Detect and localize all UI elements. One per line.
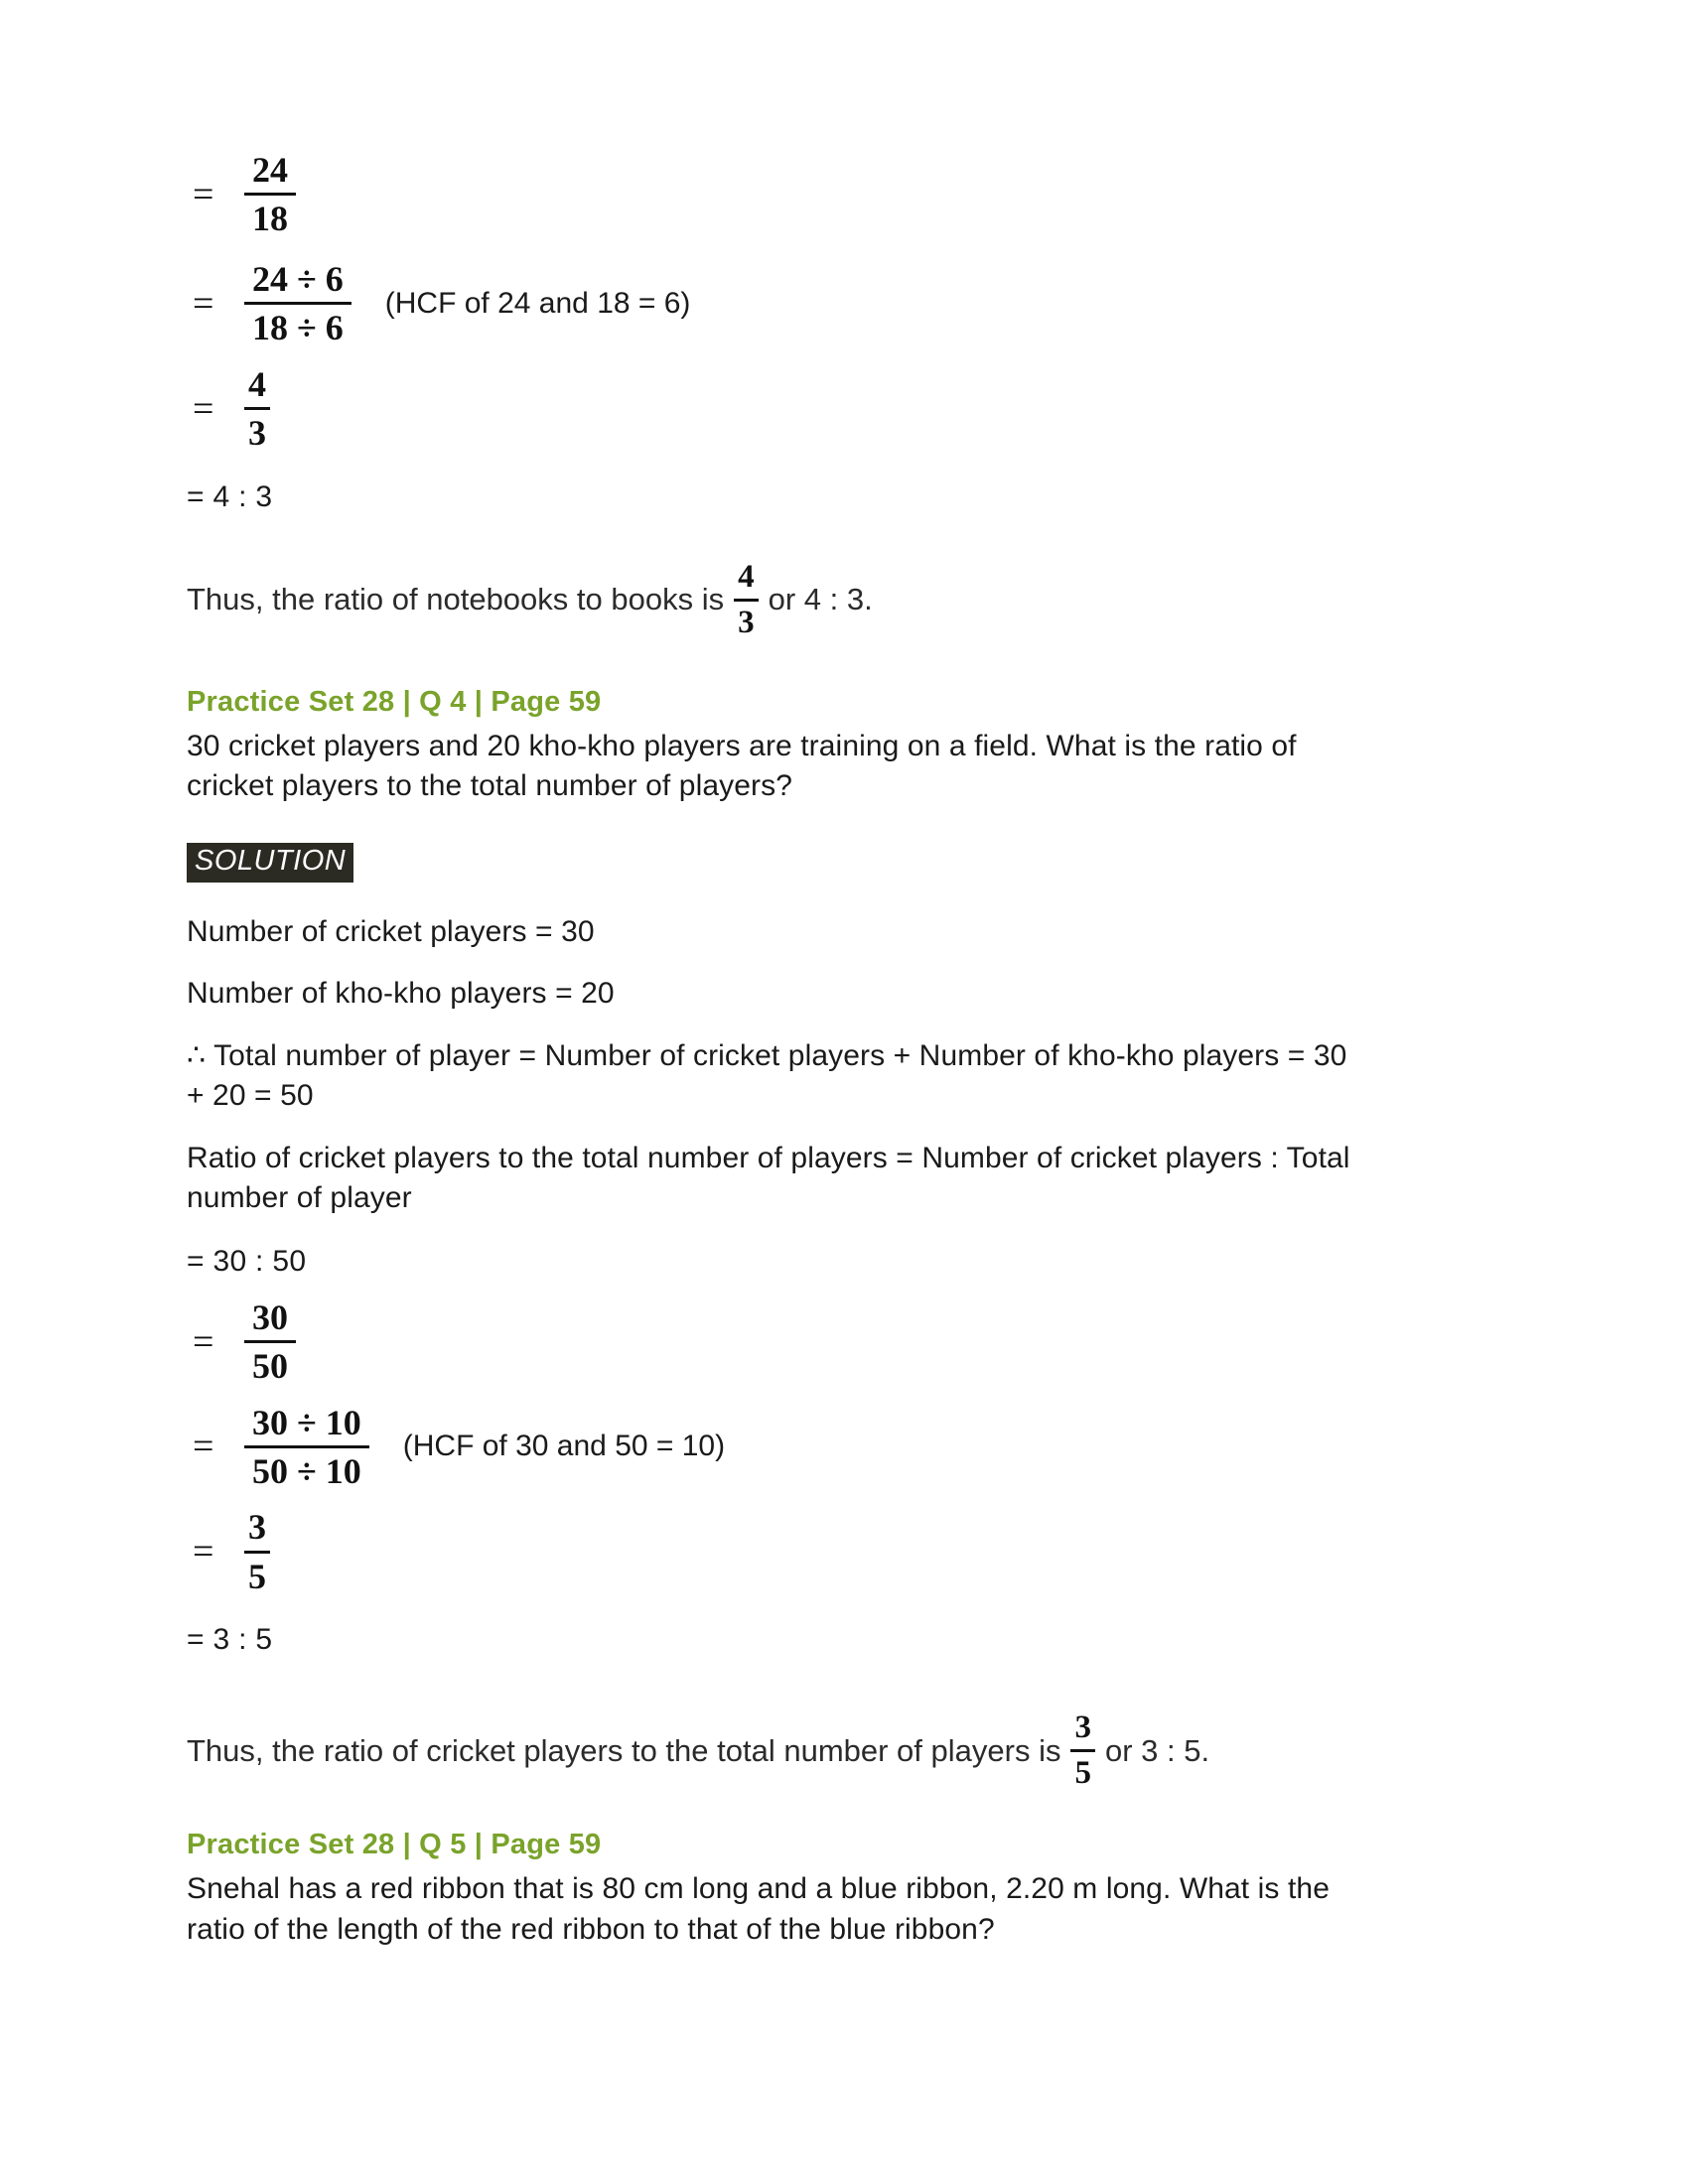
fraction-numerator: 4 <box>248 363 266 404</box>
conclusion-text-after: or 4 : 3. <box>768 582 873 617</box>
equals-sign: = <box>193 1426 214 1468</box>
equation-ratio-3-5: = 3 : 5 <box>187 1623 273 1657</box>
equals-sign: = <box>193 387 214 430</box>
hcf-note: (HCF of 30 and 50 = 10) <box>402 1430 726 1463</box>
equation-step-3-over-5 <box>187 1506 1477 1597</box>
fraction-30div10-50div10 <box>244 1402 369 1493</box>
fraction-numerator: 3 <box>1074 1709 1091 1746</box>
hcf-note: (HCF of 24 and 18 = 6) <box>384 286 691 320</box>
fraction-3-5 <box>244 1506 270 1597</box>
fraction-24-18 <box>244 149 296 240</box>
conclusion-notebooks-ratio <box>187 558 1477 642</box>
question-heading-q4: Practice Set 28 | Q 4 | Page 59 <box>187 685 602 718</box>
fraction-numerator: 24 ÷ 6 <box>252 258 344 299</box>
fraction-denominator: 3 <box>734 599 759 642</box>
fraction-24div6-18div6 <box>244 258 352 349</box>
question-text-q4: 30 cricket players and 20 kho-kho players are training on a field. What is the ratio of cricket players to the total number of players? <box>187 729 1297 803</box>
solution-line-cricket-count: Number of cricket players = 30 <box>187 914 595 948</box>
equals-sign: = <box>193 282 214 325</box>
conclusion-cricket-ratio <box>187 1708 1477 1793</box>
equation-ratio-4-3: = 4 : 3 <box>187 479 273 513</box>
equation-step-4-over-3 <box>187 363 1477 455</box>
solution-line-ratio-definition: Ratio of cricket players to the total number of players = Number of cricket players : Total number of player <box>187 1141 1350 1215</box>
equals-sign: = <box>193 1320 214 1363</box>
equation-ratio-30-50: = 30 : 50 <box>187 1244 307 1278</box>
fraction-numerator: 30 ÷ 10 <box>252 1402 361 1442</box>
conclusion-text-after: or 3 : 5. <box>1104 1732 1210 1768</box>
solution-badge: SOLUTION <box>187 843 353 883</box>
fraction-denominator: 18 <box>244 193 296 239</box>
equation-step-24-over-18 <box>187 149 1477 240</box>
conclusion-text-before: Thus, the ratio of notebooks to books is <box>187 582 725 617</box>
fraction-numerator: 24 <box>252 150 288 190</box>
solution-badge-wrapper <box>187 843 1477 883</box>
fraction-3-5-inline <box>1070 1708 1095 1793</box>
fraction-numerator: 30 <box>252 1297 288 1337</box>
equation-step-30-over-50 <box>187 1297 1477 1388</box>
fraction-4-3-inline <box>734 558 759 642</box>
question-heading-q5: Practice Set 28 | Q 5 | Page 59 <box>187 1829 602 1861</box>
fraction-4-3 <box>244 363 270 455</box>
fraction-denominator: 3 <box>244 407 270 454</box>
equation-step-30div10-over-50div10 <box>187 1402 1477 1493</box>
fraction-denominator: 5 <box>1070 1749 1095 1793</box>
solution-line-total-players: ∴ Total number of player = Number of cricket players + Number of kho-kho players = 30 + 20 = 50 <box>187 1038 1347 1113</box>
fraction-numerator: 3 <box>248 1507 266 1548</box>
question-text-q5: Snehal has a red ribbon that is 80 cm long and a blue ribbon, 2.20 m long. What is the ratio of the length of the red ribbon to that of the blue ribbon? <box>187 1872 1330 1946</box>
fraction-denominator: 5 <box>244 1551 270 1597</box>
solution-line-khokho-count: Number of kho-kho players = 20 <box>187 977 615 1011</box>
equals-sign: = <box>193 1531 214 1573</box>
fraction-30-50 <box>244 1297 296 1388</box>
equals-sign: = <box>193 173 214 215</box>
fraction-denominator: 50 <box>244 1340 296 1387</box>
equation-step-24div6-over-18div6 <box>187 258 1477 349</box>
fraction-numerator: 4 <box>738 558 755 595</box>
fraction-denominator: 18 ÷ 6 <box>244 302 352 348</box>
conclusion-text-before: Thus, the ratio of cricket players to the total number of players is <box>187 1732 1061 1768</box>
document-content <box>187 149 1477 1950</box>
fraction-denominator: 50 ÷ 10 <box>244 1445 369 1492</box>
